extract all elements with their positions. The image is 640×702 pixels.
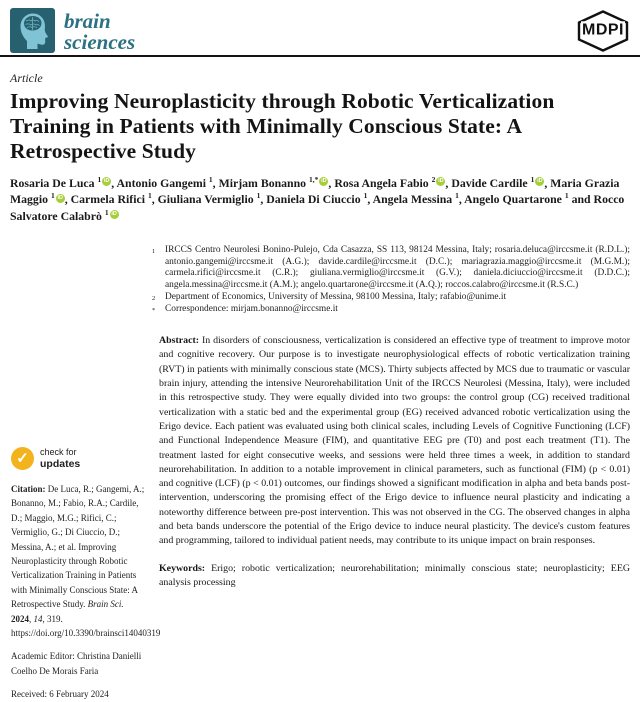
citation-block: Citation: De Luca, R.; Gangemi, A.; Bonanno, M.; Fabio, R.A.; Cardile, D.; Maggio, M.G.; Rifici, C.; Vermiglio, G.; Di Ciuccio, D.; Messina, A.; et al. Improving Neuroplasticity through Robotic Verticalization Training in Patients with Minimally Conscious State: A Retrospective Study. Brain Sci. 2024, 14, 319. https://doi.org/10.3390/brainsci14040319	[11, 483, 161, 639]
page-content	[0, 71, 640, 702]
mdpi-wordmark: MDPI	[582, 21, 624, 39]
author: Angelo Quartarone $^1$ and	[464, 191, 594, 207]
author: Davide Cardile $^1$ iD ,	[451, 174, 551, 190]
author: Carmela Rifici $^1$,	[70, 191, 158, 207]
author: Daniela Di Ciuccio $^1$,	[266, 191, 373, 207]
author: Giuliana Vermiglio $^1$,	[157, 191, 267, 207]
check-for-updates-badge[interactable]	[11, 447, 146, 470]
mdpi-logo	[574, 10, 632, 52]
abstract: Abstract: In disorders of consciousness, verticalization is considered an effective type of treatment to improve motor and cognitive recovery. Our purpose is to investigate neurophysiological effects of robotic verticalization training (RVT) in patients with minimally conscious state (MCS). Thirty subjects affected by MCS due to traumatic or vascular brain injury, attending the intensive Neurorehabilitation Unit of the IRCCS Neurolesi (Messina, Italy), were included in this retrospective study. They were equally divided into two groups: the control group (CG) received traditional verticalization with a static bed and the experimental group (EG) received advanced robotic verticalization using the Erigo device. Each patient was evaluated using both clinical scales, including Levels of Cognitive Functioning (LCF) and Functional Independence Measure (FIM), and quantitative EEG pre (T0) and post each treatment (T1). The treatment lasted for eight consecutive weeks, and sessions were held three times a week, in addition to standard neurorehabilitation. In addition to a notable improvement in clinical parameters, such as functional (FIM) (p < 0.01) and cognitive (LCF) (p < 0.01) outcomes, our findings showed a significant modification in alpha and beta bands post-intervention, underscoring the promising effect of the Erigo device to influence neural plasticity and indicating a noteworthy difference between pre-post intervention. This was not observed in the CG. The observed changes in alpha and beta bands underscore the potential of the Erigo device to induce neural plasticity. The device's custom features and programming, tailored to individual patient needs, may contribute to its unique impact on brain responses.	[159, 335, 631, 547]
keywords: Keywords: Erigo; robotic verticalization; neurorehabilitation; minimally conscious state; neuroplasticity; EEG analysis processing	[159, 562, 631, 588]
orcid-icon[interactable]: iD	[57, 194, 63, 201]
article-type-label: Article	[10, 71, 43, 85]
orcid-icon[interactable]: iD	[438, 177, 444, 184]
journal-name-line1: brain	[64, 8, 111, 33]
affiliation-text: IRCCS Centro Neurolesi Bonino-Pulejo, Cda Casazza, SS 113, 98124 Messina, Italy; rosaria.deluca@irccsme.it (R.D.L.); antonio.gangemi@irccsme.it (A.G.); davide.cardile@irccsme.it (D.C.); mariagrazia.maggio@irccsme.it (M.G.M.); carmela.rifici@irccsme.it (C.R.); giuliana.vermiglio@irccsme.it (G.V.); daniela.diciuccio@irccsme.it (D.D.C.); angela.messina@irccsme.it (A.M.); angelo.quartarone@irccsme.it (A.Q.); roccos.calabro@irccsme.it (R.S.C.)	[165, 244, 630, 291]
keywords-label: Keywords:	[159, 562, 206, 574]
journal-name-line2: sciences	[64, 29, 136, 54]
author: Rocco Salvatore Calabrò $^1$ iD	[10, 192, 625, 224]
author: Maria Grazia Maggio $^1$ iD ,	[10, 175, 620, 207]
author: Rosaria De Luca $^1$ iD ,	[10, 174, 117, 190]
author: Antonio Gangemi $^1$,	[116, 174, 219, 190]
orcid-icon[interactable]: iD	[104, 177, 110, 184]
orcid-icon[interactable]: iD	[537, 177, 543, 184]
columns	[10, 245, 632, 702]
orcid-icon[interactable]: iD	[111, 211, 117, 218]
abstract-label: Abstract:	[159, 335, 200, 347]
correspondence-text: Correspondence: mirjam.bonanno@irccsme.it	[165, 304, 338, 315]
author: Mirjam Bonanno $^{1,*}$ iD ,	[218, 174, 335, 190]
correspondence	[152, 304, 632, 317]
main-column	[152, 245, 632, 702]
left-sidebar	[10, 245, 161, 702]
citation-label: Citation:	[11, 483, 46, 494]
check-for-updates-label: check for updates	[40, 447, 81, 470]
paper-title: Improving Neuroplasticity through Robotic Verticalization Training in Patients with Minimally Conscious State: A Retrospective Study	[10, 89, 555, 163]
correspondence-marker: *	[152, 307, 156, 315]
journal-header	[0, 0, 640, 57]
affiliation-text: Department of Economics, University of Messina, 98100 Messina, Italy; rafabio@unime.it	[165, 291, 507, 302]
received-date: Received: 6 February 2024	[11, 689, 109, 700]
brain-sciences-logo-icon	[10, 8, 55, 53]
affiliation-marker: 1	[152, 247, 156, 255]
author: Angela Messina $^1$,	[372, 191, 465, 207]
journal-name	[64, 9, 135, 52]
affiliation-marker: 2	[152, 294, 156, 302]
affiliation-1	[152, 245, 632, 292]
affiliation-2	[152, 292, 632, 305]
academic-editor: Academic Editor: Christina Danielli Coelho De Morais Faria	[11, 651, 142, 676]
doi-link[interactable]: https://doi.org/10.3390/brainsci14040319	[11, 628, 161, 639]
check-icon: ✓	[11, 447, 34, 470]
author-list	[10, 175, 632, 225]
journal-brand	[10, 8, 135, 53]
author: Rosa Angela Fabio $^2$ iD ,	[334, 174, 452, 190]
orcid-icon[interactable]: iD	[321, 177, 327, 184]
